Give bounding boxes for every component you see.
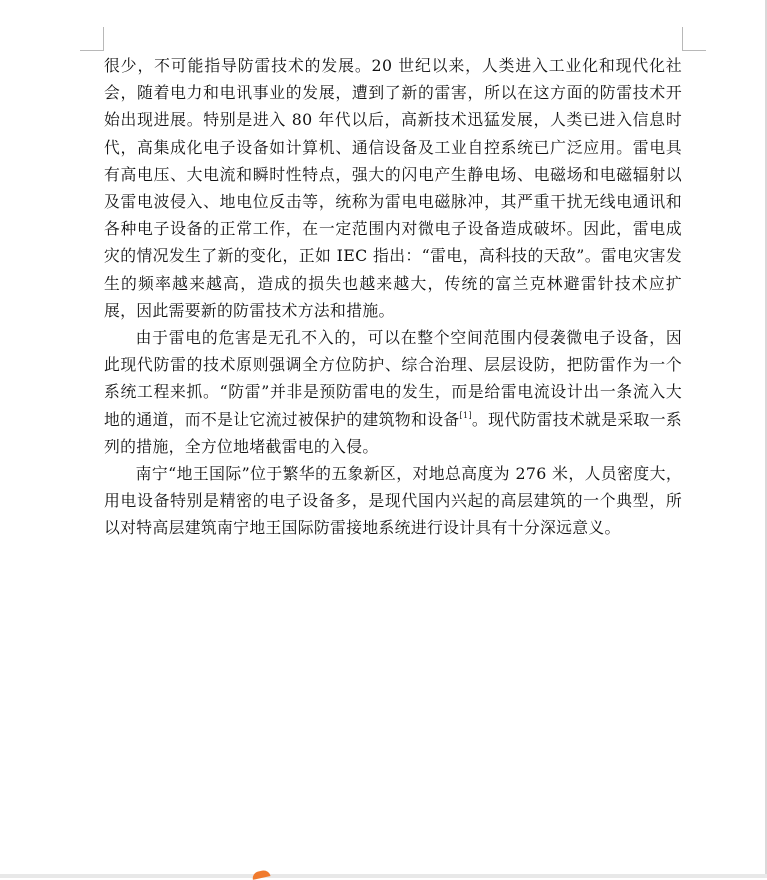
orange-cursor-mark <box>251 869 270 880</box>
top-right-crop-mark <box>682 27 706 51</box>
paragraph-1[interactable]: 很少，不可能指导防雷技术的发展。20 世纪以来，人类进入工业化和现代化社会，随着电力和电讯事业的发展，遭到了新的雷害，所以在这方面的防雷技术开始出现进展。特别是进入 80 年代以后，高新技术迅猛发展，人类已进入信息时代，高集成化电子设备如计算机、通信设备及工业自控系统已广泛应用。雷电具有高电压、大电流和瞬时性特点，强大的闪电产生静电场、电磁场和电磁辐射以及雷电波侵入、地电位反击等，统称为雷电电磁脉冲，其严重干扰无线电通讯和各种电子设备的正常工作，在一定范围内对微电子设备造成破坏。因此，雷电成灾的情况发生了新的变化，正如 IEC 指出：“雷电，高科技的天敌”。雷电灾害发生的频率越来越高，造成的损失也越来越大，传统的富兰克林避雷针技术应扩展，因此需要新的防雷技术方法和措施。 <box>104 56 682 320</box>
top-left-crop-mark <box>80 27 104 51</box>
window-bottom-strip <box>0 874 767 878</box>
paragraph-2[interactable] <box>104 324 682 460</box>
paragraph-2-text-before: 由于雷电的危害是无孔不入的，可以在整个空间范围内侵袭微电子设备，因此现代防雷的技术原则强调全方位防护、综合治理、层层设防，把防雷作为一个系统工程来抓。“防雷”并非是预防雷电的发生，而是给雷电流设计出一条流入大地的通道，而不是让它流过被保护的建筑物和设备 <box>104 328 682 429</box>
citation-1: [1] <box>459 410 472 420</box>
paragraph-3[interactable]: 南宁“地王国际”位于繁华的五象新区，对地总高度为 276 米，人员密度大，用电设备特别是精密的电子设备多，是现代国内兴起的高层建筑的一个典型，所以对特高层建筑南宁地王国际防雷接地系统进行设计具有十分深远意义。 <box>104 464 682 538</box>
paragraph-2-text-after: 。现代防雷技术就是采取一系列的措施，全方位地堵截雷电的入侵。 <box>104 409 682 456</box>
document-body[interactable] <box>104 52 682 542</box>
